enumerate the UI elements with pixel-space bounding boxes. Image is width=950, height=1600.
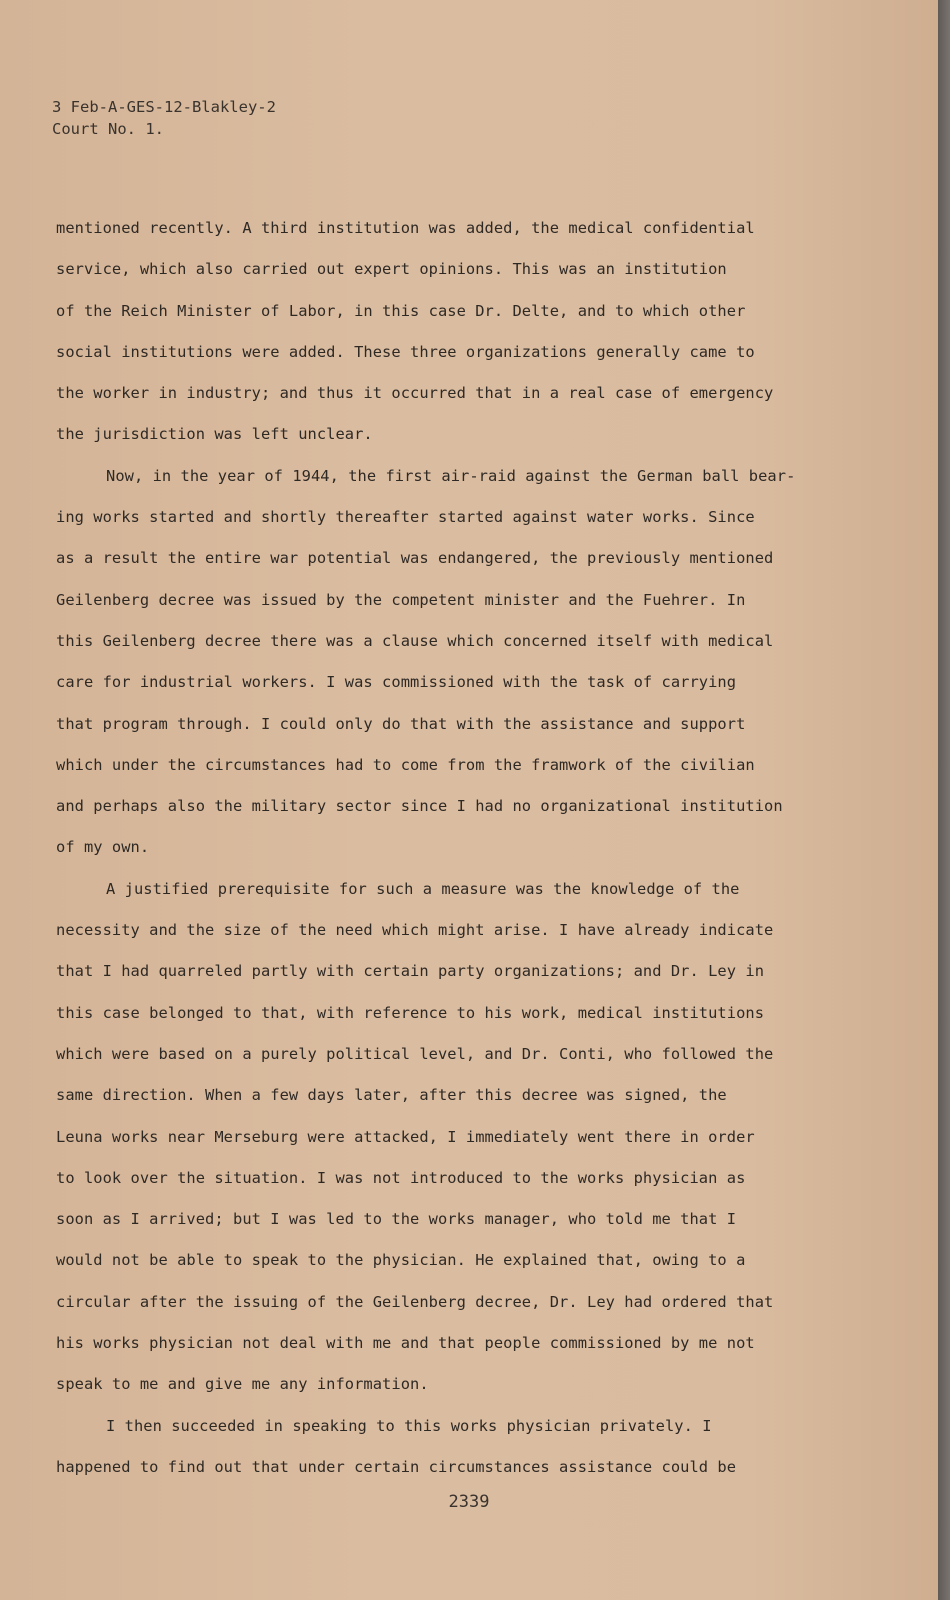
text-line: happened to find out that under certain circumstances assistance could be	[56, 1457, 737, 1476]
paragraph-1	[56, 208, 856, 456]
document-body	[56, 208, 856, 1488]
text-line: circular after the issuing of the Geilenberg decree, Dr. Ley had ordered that	[56, 1292, 774, 1311]
text-line: I then succeeded in speaking to this works physician privately. I	[106, 1416, 712, 1435]
text-line: Now, in the year of 1944, the first air-raid against the German ball bear-	[106, 466, 796, 485]
text-line: that I had quarreled partly with certain party organizations; and Dr. Ley in	[56, 962, 765, 981]
text-line: this Geilenberg decree there was a clause which concerned itself with medical	[56, 631, 774, 650]
text-line: which were based on a purely political level, and Dr. Conti, who followed the	[56, 1044, 774, 1063]
paragraph-4	[56, 1406, 856, 1489]
text-line: this case belonged to that, with reference to his work, medical institutions	[56, 1003, 765, 1022]
text-line: necessity and the size of the need which might arise. I have already indicate	[56, 921, 774, 940]
text-line: Leuna works near Merseburg were attacked, I immediately went there in order	[56, 1127, 755, 1146]
text-line: soon as I arrived; but I was led to the works manager, who told me that I	[56, 1210, 737, 1229]
text-line: of my own.	[56, 838, 150, 857]
paragraph-3	[56, 869, 856, 1406]
page-number: 2339	[448, 1492, 490, 1512]
text-line: care for industrial workers. I was commissioned with the task of carrying	[56, 673, 737, 692]
text-line: of the Reich Minister of Labor, in this case Dr. Delte, and to which other	[56, 301, 746, 320]
paragraph-2	[56, 456, 856, 869]
text-line: that program through. I could only do that with the assistance and support	[56, 714, 746, 733]
text-line: ing works started and shortly thereafter started against water works. Since	[56, 508, 755, 527]
text-line: which under the circumstances had to come from the framwork of the civilian	[56, 755, 755, 774]
text-line: A justified prerequisite for such a measure was the knowledge of the	[106, 879, 740, 898]
text-line: to look over the situation. I was not introduced to the works physician as	[56, 1168, 746, 1187]
text-line: his works physician not deal with me and that people commissioned by me not	[56, 1334, 755, 1353]
document-header	[52, 96, 276, 140]
text-line: as a result the entire war potential was endangered, the previously mentioned	[56, 549, 774, 568]
text-line: the worker in industry; and thus it occurred that in a real case of emergency	[56, 384, 774, 403]
header-reference: 3 Feb-A-GES-12-Blakley-2	[52, 98, 276, 116]
text-line: social institutions were added. These three organizations generally came to	[56, 342, 755, 361]
scan-background-edge	[938, 0, 950, 1600]
text-line: and perhaps also the military sector since I had no organizational institution	[56, 797, 783, 816]
text-line: speak to me and give me any information.	[56, 1375, 429, 1394]
header-court: Court No. 1.	[52, 120, 164, 138]
text-line: the jurisdiction was left unclear.	[56, 425, 373, 444]
text-line: would not be able to speak to the physician. He explained that, owing to a	[56, 1251, 746, 1270]
text-line: mentioned recently. A third institution was added, the medical confidential	[56, 219, 755, 237]
text-line: Geilenberg decree was issued by the competent minister and the Fuehrer. In	[56, 590, 746, 609]
text-line: same direction. When a few days later, after this decree was signed, the	[56, 1086, 727, 1105]
text-line: service, which also carried out expert opinions. This was an institution	[56, 260, 727, 279]
